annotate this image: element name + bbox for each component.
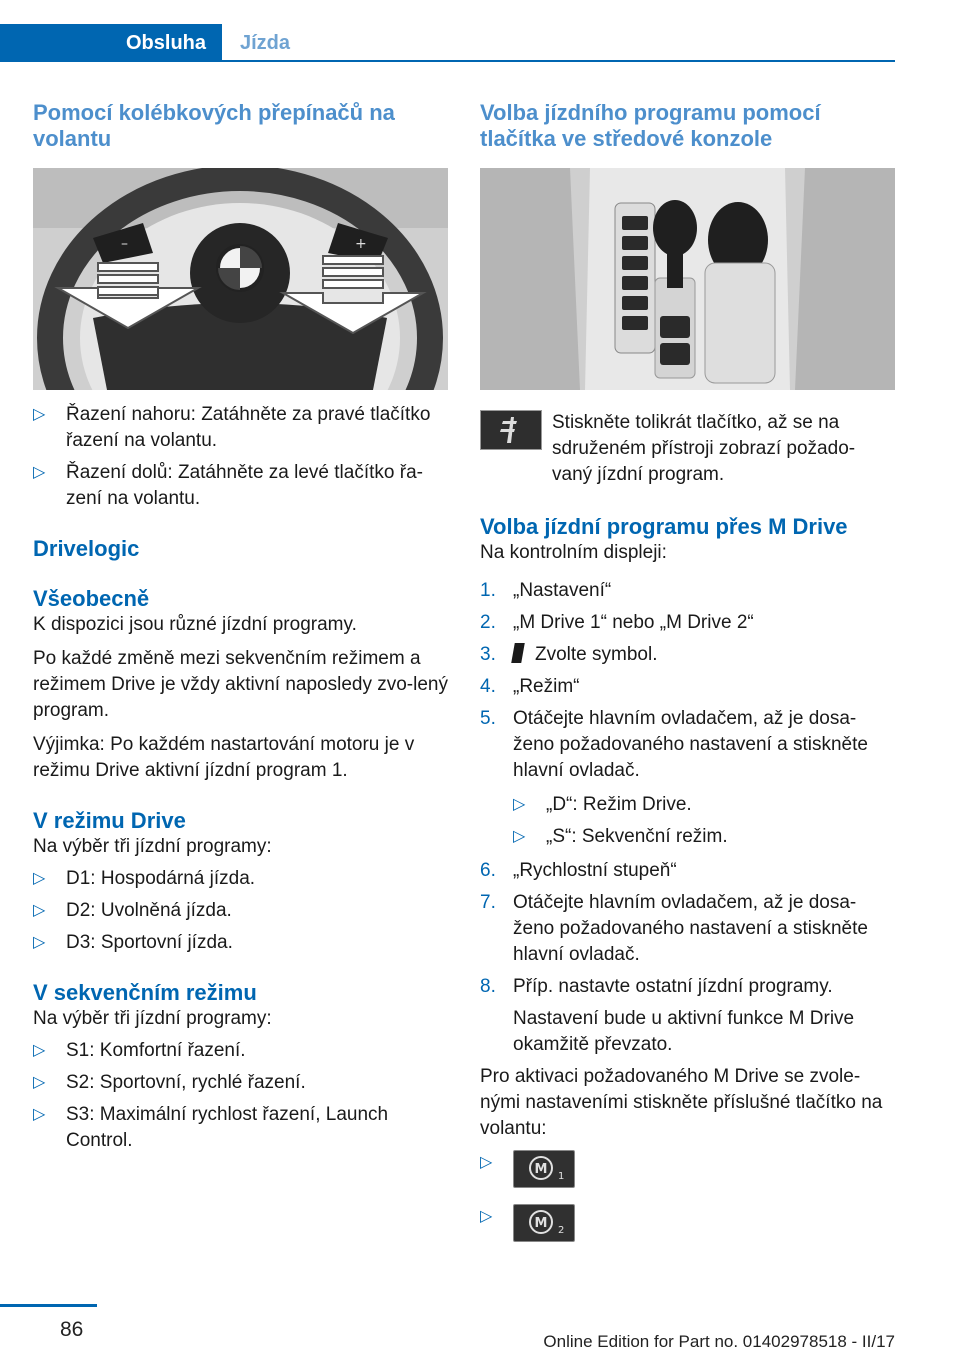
heading-sequential-mode: V sekvenčním režimu bbox=[33, 980, 257, 1005]
list-item: ▷ S3: Maximální rychlost řazení, Launch Control. bbox=[33, 1104, 389, 1151]
list-item bbox=[480, 1150, 895, 1190]
right-column bbox=[480, 100, 895, 1244]
steering-wheel-illustration bbox=[33, 168, 448, 390]
heading-drivelogic: Drivelogic bbox=[33, 536, 140, 561]
section-title-console: Volba jízdního programu pomocí tlačítka ve středové konzole bbox=[480, 100, 821, 151]
list-item: ▷ „S“: Sekvenční režim. bbox=[513, 824, 895, 850]
list-item: 3. Zvolte symbol. bbox=[480, 644, 658, 665]
triangle-bullet-icon: ▷ bbox=[513, 796, 526, 813]
heading-vseobecne: Všeobecně bbox=[33, 586, 150, 611]
sequential-program-list bbox=[33, 1038, 448, 1154]
svg-text:2: 2 bbox=[558, 1225, 565, 1236]
svg-text:–: – bbox=[121, 236, 128, 252]
paragraph: Na výběr tři jízdní programy: bbox=[33, 1008, 272, 1029]
tab-jizda[interactable]: Jízda bbox=[240, 31, 291, 54]
paragraph: Výjimka: Po každém nastartování motoru je v režimu Drive aktivní jízdní program 1. bbox=[33, 734, 415, 781]
heading-mdrive: Volba jízdní programu přes M Drive bbox=[480, 514, 848, 539]
triangle-bullet-icon: ▷ bbox=[513, 828, 526, 845]
list-item: 6. „Rychlostní stupeň“ bbox=[480, 860, 677, 881]
footer-rule bbox=[0, 1304, 97, 1307]
list-item: ▷ Řazení dolů: Zatáhněte za levé tlačítko řa‐zení na volantu. bbox=[33, 462, 423, 509]
paddle-list bbox=[33, 402, 448, 512]
list-item: ▷ D2: Uvolněná jízda. bbox=[33, 898, 448, 924]
list-item: 7. Otáčejte hlavním ovladačem, až je dosa‐ženo požadovaného nastavení a stiskněte hlavní ovladač. bbox=[480, 892, 868, 965]
m2-icon bbox=[514, 1205, 574, 1241]
tab-obsluha[interactable]: Obsluha bbox=[0, 24, 222, 62]
steering-wheel-image bbox=[33, 168, 448, 390]
triangle-bullet-icon: ▷ bbox=[33, 464, 46, 481]
section-title-paddles: Pomocí kolébkových přepínačů na volantu bbox=[33, 100, 395, 151]
triangle-bullet-icon: ▷ bbox=[33, 1042, 46, 1059]
mdrive-button-list bbox=[480, 1150, 895, 1244]
svg-text:+: + bbox=[355, 236, 367, 252]
triangle-bullet-icon: ▷ bbox=[33, 1106, 46, 1123]
list-item: ▷ D3: Sportovní jízda. bbox=[33, 930, 448, 956]
mdrive-1-button[interactable] bbox=[513, 1150, 575, 1188]
drive-button-paragraph bbox=[480, 410, 895, 488]
list-item: ▷ S1: Komfortní řazení. bbox=[33, 1038, 448, 1064]
heading-drive-mode: V režimu Drive bbox=[33, 808, 186, 833]
triangle-bullet-icon: ▷ bbox=[33, 1074, 46, 1091]
list-item: ▷ S2: Sportovní, rychlé řazení. bbox=[33, 1070, 448, 1096]
tab-bar bbox=[0, 0, 895, 62]
mdrive-2-button[interactable] bbox=[513, 1204, 575, 1242]
left-column bbox=[33, 100, 448, 1154]
triangle-bullet-icon: ▷ bbox=[33, 934, 46, 951]
m1-icon bbox=[514, 1151, 574, 1187]
list-item: 4. „Režim“ bbox=[480, 676, 580, 697]
list-item bbox=[480, 1204, 895, 1244]
paragraph: Nastavení bude u aktivní funkce M Drive okamžitě převzato. bbox=[513, 1008, 855, 1055]
center-console-image bbox=[480, 168, 895, 390]
paragraph: Na výběr tři jízdní programy: bbox=[33, 836, 272, 857]
triangle-bullet-icon: ▷ bbox=[33, 902, 46, 919]
mode-sublist bbox=[480, 792, 895, 850]
triangle-bullet-icon: ▷ bbox=[480, 1154, 493, 1171]
list-item: 1. „Nastavení“ bbox=[480, 580, 612, 601]
list-item: ▷ „D“: Režim Drive. bbox=[513, 792, 895, 818]
paragraph: Pro aktivaci požadovaného M Drive se zvole‐nými nastaveními stiskněte příslušné tlačítko na volantu: bbox=[480, 1066, 883, 1139]
road-symbol-icon bbox=[511, 643, 525, 663]
triangle-bullet-icon: ▷ bbox=[33, 870, 46, 887]
paragraph: K dispozici jsou různé jízdní programy. bbox=[33, 614, 357, 635]
list-item: ▷ Řazení nahoru: Zatáhněte za pravé tlačítko řazení na volantu. bbox=[33, 404, 431, 451]
mdrive-steps bbox=[480, 578, 895, 784]
list-item: 8. Příp. nastavte ostatní jízdní programy. bbox=[480, 976, 833, 997]
svg-text:M: M bbox=[534, 1162, 548, 1177]
page-number: 86 bbox=[60, 1318, 84, 1341]
list-item: ▷ D1: Hospodárná jízda. bbox=[33, 866, 448, 892]
triangle-bullet-icon: ▷ bbox=[480, 1208, 493, 1225]
tab-underline bbox=[222, 60, 895, 62]
list-item: 2. „M Drive 1“ nebo „M Drive 2“ bbox=[480, 612, 754, 633]
paragraph: Na kontrolním displeji: bbox=[480, 542, 667, 563]
svg-text:1: 1 bbox=[558, 1171, 565, 1182]
paragraph: Stiskněte tolikrát tlačítko, až se na sdruženém přístroji zobrazí požado‐vaný jízdní program. bbox=[552, 412, 856, 485]
paragraph: Po každé změně mezi sekvenčním režimem a režimem Drive je vždy aktivní naposledy zvo‐lený program. bbox=[33, 648, 448, 721]
triangle-bullet-icon: ▷ bbox=[33, 406, 46, 423]
road-icon bbox=[481, 411, 541, 449]
drive-program-list bbox=[33, 866, 448, 956]
list-item: 5. Otáčejte hlavním ovladačem, až je dosa‐ženo požadovaného nastavení a stiskněte hlavní ovladač. bbox=[480, 708, 868, 781]
center-console-illustration bbox=[480, 168, 895, 390]
svg-text:M: M bbox=[534, 1216, 548, 1231]
edition-info: Online Edition for Part no. 01402978518 - II/17 bbox=[543, 1332, 895, 1351]
mdrive-steps-continued bbox=[480, 858, 895, 1000]
drive-mode-button-icon bbox=[480, 410, 542, 450]
